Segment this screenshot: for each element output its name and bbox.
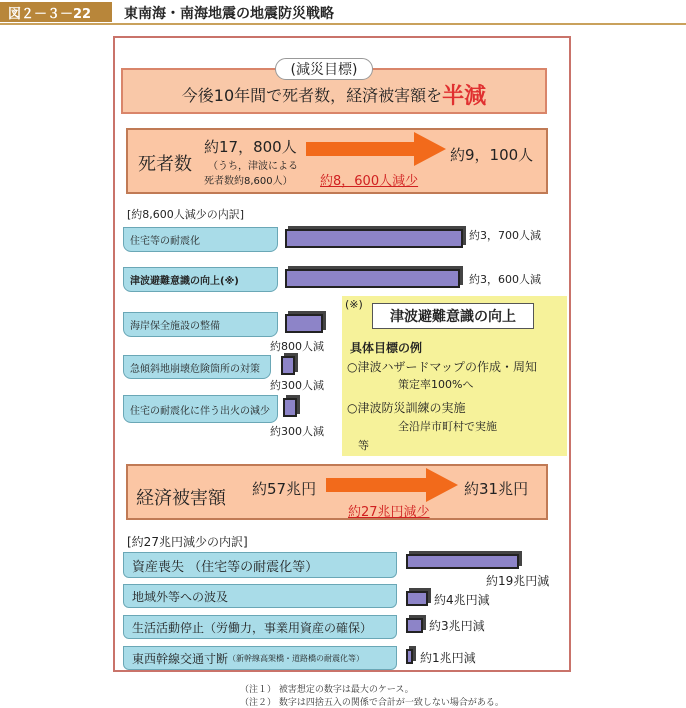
death-item-1-label: 住宅等の耐震化 (130, 236, 200, 247)
note-line-2: 策定率100%へ (398, 378, 474, 391)
note-subtitle: 具体目標の例 (350, 341, 423, 355)
deaths-from-note-1: （うち，津波による (208, 161, 298, 172)
figure-number-tag: 図２－３－22 (0, 2, 112, 22)
eco-item-2 (123, 584, 397, 608)
death-item-2-label: 津波避難意識の向上(※) (130, 276, 239, 287)
economic-reduction: 約27兆円減少 (348, 505, 430, 520)
eco-bar-4 (406, 649, 413, 664)
goal-text: 今後10年間で死者数，経済被害額を (181, 85, 443, 105)
deaths-from-note-2: 死者数約8,600人） (204, 176, 293, 187)
death-item-3-label: 海岸保全施設の整備 (130, 321, 220, 332)
eco-item-1-label: 資産喪失 （住宅等の耐震化等） (132, 559, 319, 575)
eco-item-3-label: 生活活動停止（労働力，事業用資産の確保） (132, 620, 373, 635)
note-line-3: ○津波防災訓練の実施 (347, 401, 466, 415)
eco-value-3: 約3兆円減 (429, 619, 485, 633)
goal-label: (減災目標) (275, 58, 373, 80)
economic-label: 経済被害額 (136, 488, 226, 509)
note-mark: (※) (345, 298, 363, 311)
death-bar-4 (281, 356, 295, 375)
eco-bar-2 (406, 591, 428, 606)
death-breakdown-heading: [約8,600人減少の内訳] (127, 208, 245, 221)
economic-from: 約57兆円 (252, 480, 317, 498)
death-item-5 (123, 395, 278, 423)
death-value-3: 約800人減 (270, 340, 324, 353)
eco-bar-3 (406, 618, 423, 633)
death-bar-2 (285, 269, 460, 288)
deaths-to: 約9，100人 (450, 146, 534, 164)
death-item-4 (123, 355, 271, 379)
death-value-4: 約300人減 (270, 379, 324, 392)
death-bar-3 (285, 314, 323, 333)
deaths-label: 死者数 (138, 154, 192, 175)
eco-item-4 (123, 646, 397, 670)
figure-title: 東南海・南海地震の地震防災戦略 (124, 6, 334, 22)
death-item-5-label: 住宅の耐震化に伴う出火の減少 (130, 405, 270, 417)
deaths-from: 約17，800人 (204, 138, 297, 156)
eco-bar-1 (406, 554, 519, 569)
death-item-4-label: 急傾斜地崩壊危険箇所の対策 (130, 363, 260, 375)
goal-emphasis: 半減 (442, 83, 487, 109)
footnote-1: （注１） 被害想定の数字は最大のケース。 (240, 685, 414, 695)
death-item-2 (123, 267, 278, 292)
note-line-1: ○津波ハザードマップの作成・周知 (347, 360, 537, 374)
eco-item-4-sublabel: （新幹線高架橋・道路橋の耐震化等） (228, 653, 365, 663)
eco-item-2-label: 地域外等への波及 (132, 589, 229, 604)
note-line-4: 全沿岸市町村で実施 (398, 420, 497, 433)
death-bar-1 (285, 229, 463, 248)
eco-breakdown-heading: [約27兆円減少の内訳] (127, 535, 248, 549)
deaths-arrow-icon (306, 132, 446, 166)
eco-item-3 (123, 615, 397, 639)
eco-item-4-label: 東西幹線交通寸断 (132, 651, 229, 666)
economic-to: 約31兆円 (464, 480, 529, 498)
deaths-reduction: 約8，600人減少 (320, 174, 419, 189)
death-item-3 (123, 312, 278, 337)
economic-box (126, 464, 548, 520)
eco-value-1: 約19兆円減 (486, 574, 550, 588)
header-rule (0, 23, 686, 25)
footnote-2: （注２） 数字は四捨五入の関係で合計が一致しない場合がある。 (240, 698, 504, 708)
eco-value-2: 約4兆円減 (434, 593, 490, 607)
deaths-box (126, 128, 548, 194)
death-item-1 (123, 227, 278, 252)
death-value-1: 約3，700人減 (469, 229, 541, 242)
note-title: 津波避難意識の向上 (372, 303, 534, 329)
death-value-5: 約300人減 (270, 425, 324, 438)
eco-item-1 (123, 552, 397, 578)
eco-value-4: 約1兆円減 (420, 651, 476, 665)
economic-arrow-icon (326, 468, 458, 502)
note-line-5: 等 (358, 439, 369, 452)
death-bar-5 (283, 398, 297, 417)
death-value-2: 約3，600人減 (469, 273, 541, 286)
